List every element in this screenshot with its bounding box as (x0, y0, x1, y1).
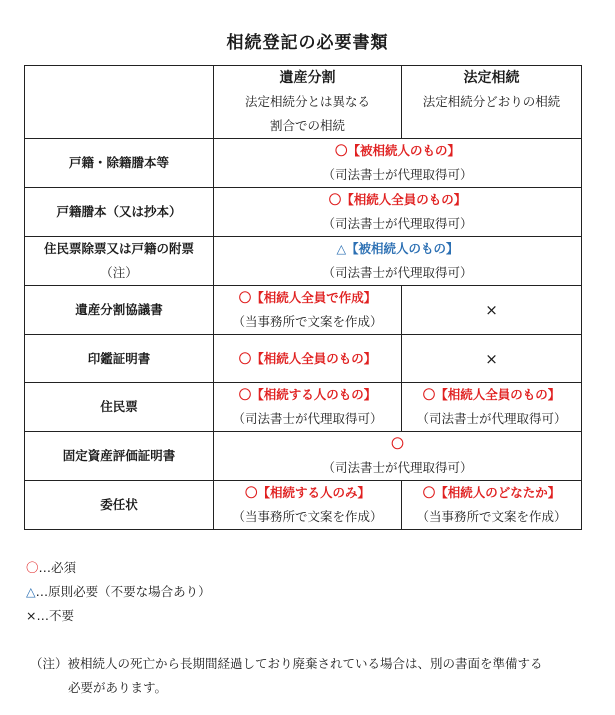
requirement-mark: 〇 (391, 436, 404, 451)
required-documents-table (24, 65, 582, 530)
doc-name-line2: （注） (100, 265, 138, 280)
page-title: 相続登記の必要書類 (226, 33, 389, 53)
header-division-sub1: 法定相続分とは異なる (244, 94, 370, 109)
requirement-cell-statutory (402, 383, 582, 432)
doc-name-line1: 住民票除票又は戸籍の附票 (43, 241, 194, 256)
footnote-line2: 必要があります。 (68, 680, 168, 695)
table-header-row (25, 66, 582, 139)
requirement-cell-statutory: × (402, 286, 582, 335)
requirement-mark: 〇【相続する人のもの】 (238, 387, 377, 402)
requirement-mark: △【被相続人のもの】 (336, 241, 459, 256)
requirement-note: （司法書士が代理取得可） (322, 167, 473, 182)
requirement-cell-division (214, 335, 402, 383)
header-statutory-title: 法定相続 (463, 70, 520, 86)
legend-unneeded (26, 604, 211, 628)
circle-icon: 〇 (26, 560, 39, 575)
requirement-cell-statutory (402, 481, 582, 530)
requirement-cell (214, 432, 582, 481)
requirement-note: （司法書士が代理取得可） (322, 265, 473, 280)
table-row (25, 139, 582, 188)
requirement-note: （当事務所で文案を作成） (232, 509, 383, 524)
table-row (25, 383, 582, 432)
requirement-note: （司法書士が代理取得可） (322, 216, 473, 231)
doc-name-hyoka: 固定資産評価証明書 (25, 432, 214, 481)
requirement-note: （司法書士が代理取得可） (232, 411, 383, 426)
empty-header-cell (25, 66, 214, 139)
requirement-cell-division (214, 383, 402, 432)
doc-name-inkan: 印鑑証明書 (25, 335, 214, 383)
doc-name-ininjo: 委任状 (25, 481, 214, 530)
requirement-mark: 〇【被相続人のもの】 (334, 143, 460, 158)
triangle-icon: △ (26, 584, 36, 599)
requirement-note: （当事務所で文案を作成） (416, 509, 567, 524)
doc-name-kosekitohon: 戸籍謄本（又は抄本） (25, 188, 214, 237)
doc-name-bunkatsu: 遺産分割協議書 (25, 286, 214, 335)
requirement-note: （司法書士が代理取得可） (322, 460, 473, 475)
requirement-cell-division (214, 286, 402, 335)
table-row (25, 432, 582, 481)
table-row (25, 286, 582, 335)
legend-principle-text: …原則必要（不要な場合あり） (35, 584, 211, 599)
header-statutory-sub1: 法定相続分どおりの相続 (422, 94, 561, 109)
requirement-mark: 〇【相続人全員で作成】 (238, 290, 377, 305)
doc-name-koseki: 戸籍・除籍謄本等 (25, 139, 214, 188)
requirement-cell (214, 139, 582, 188)
footnote (30, 652, 600, 700)
table-row (25, 237, 582, 286)
requirement-cell (214, 188, 582, 237)
requirement-mark: 〇【相続人全員のもの】 (238, 350, 377, 366)
cross-icon: × (26, 608, 37, 623)
requirement-cell-statutory: × (402, 335, 582, 383)
legend (26, 556, 211, 628)
requirement-note: （当事務所で文案を作成） (232, 314, 383, 329)
header-division-title: 遺産分割 (279, 70, 336, 86)
requirement-cell (214, 237, 582, 286)
table-row (25, 481, 582, 530)
header-division (214, 66, 402, 139)
header-statutory (402, 66, 582, 139)
requirement-mark: 〇【相続する人のみ】 (244, 485, 370, 500)
requirement-mark: 〇【相続人のどなたか】 (422, 485, 561, 500)
requirement-mark: 〇【相続人全員のもの】 (422, 387, 561, 402)
legend-unneeded-text: …不要 (36, 608, 74, 623)
doc-name-juminhyo-jyoseki (25, 237, 214, 286)
requirement-mark: 〇【相続人全員のもの】 (328, 192, 467, 207)
table-row (25, 335, 582, 383)
legend-required (26, 556, 211, 580)
legend-principle (26, 580, 211, 604)
requirement-note: （司法書士が代理取得可） (416, 411, 567, 426)
doc-name-juminhyo: 住民票 (25, 383, 214, 432)
table-row (25, 188, 582, 237)
footnote-line1: （注）被相続人の死亡から長期間経過しており廃棄されている場合は、別の書面を準備する (30, 656, 543, 671)
legend-required-text: …必須 (38, 560, 77, 575)
header-division-sub2: 割合での相続 (269, 118, 345, 133)
requirement-cell-division (214, 481, 402, 530)
